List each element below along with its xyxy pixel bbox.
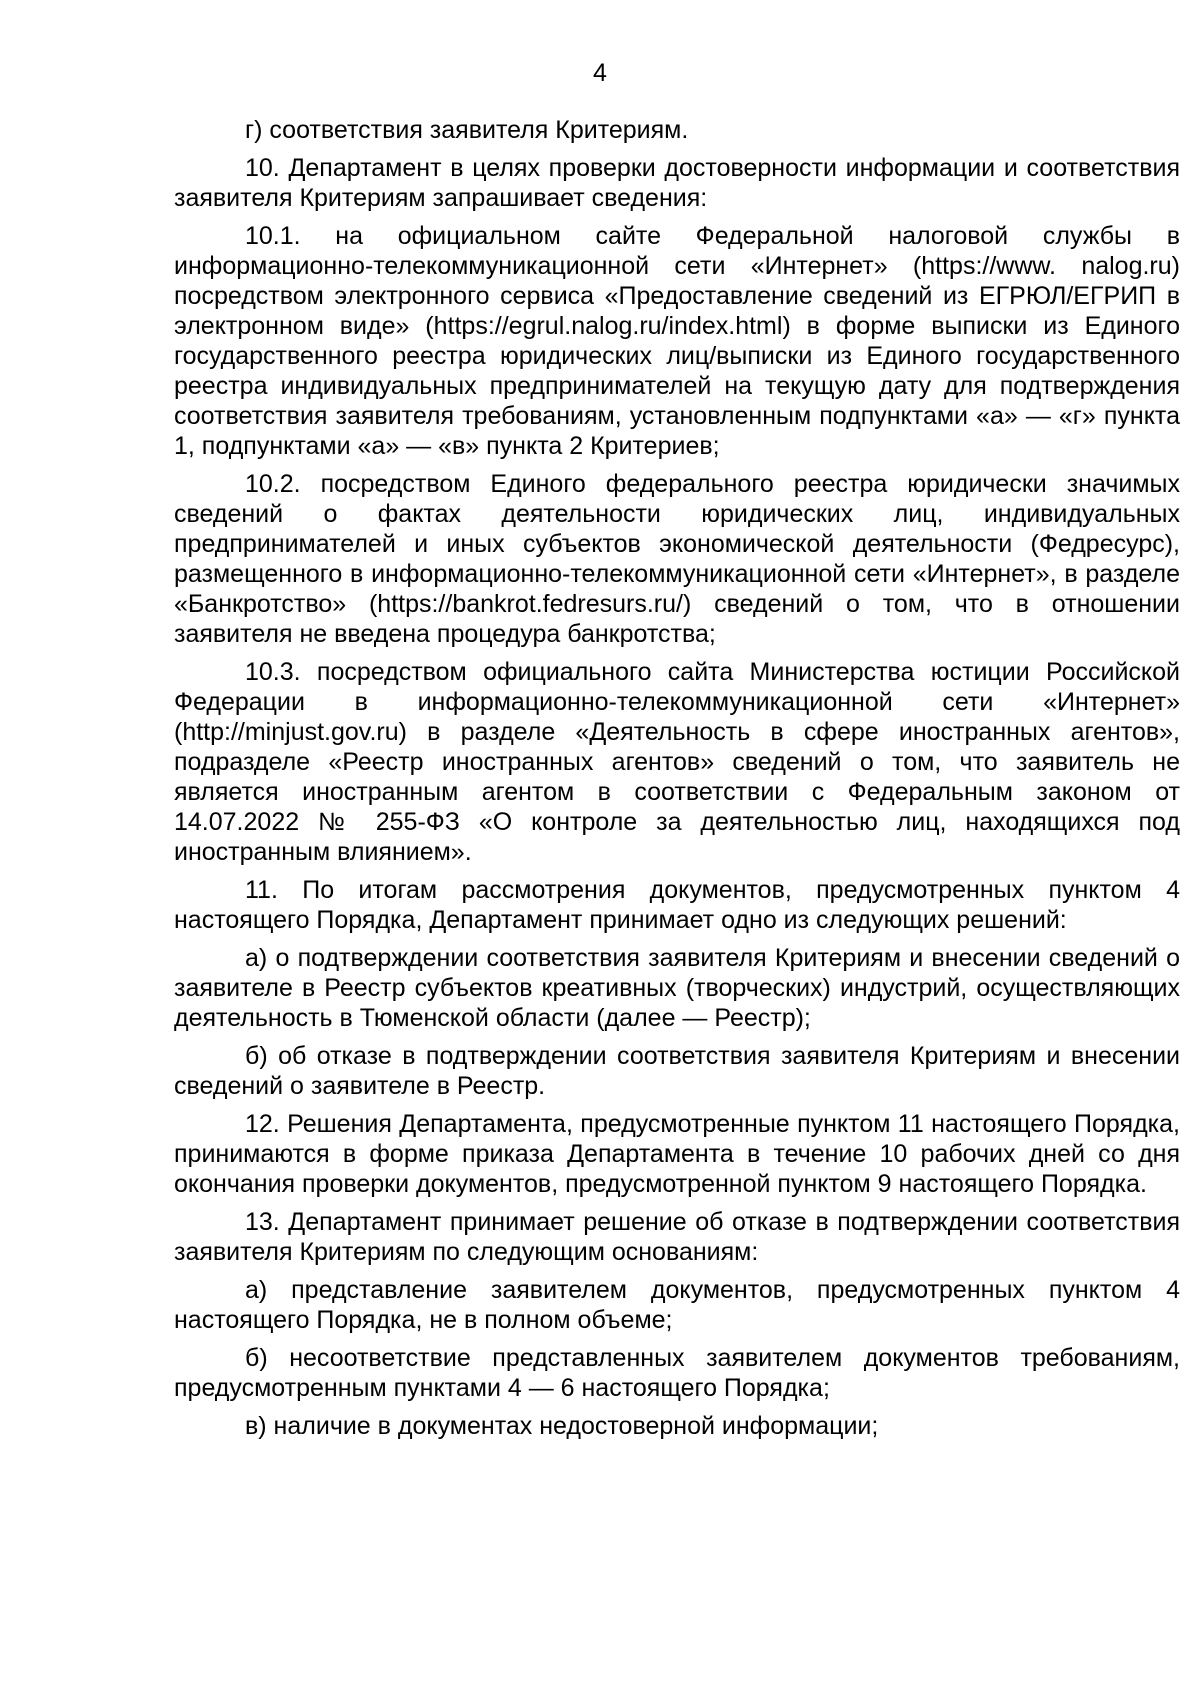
paragraph-10: 10. Департамент в целях проверки достоверности информации и соответствия заявителя Критериям запрашивает сведения: xyxy=(174,154,1180,212)
paragraph-g-criteria: г) соответствия заявителя Критериям. xyxy=(245,116,689,144)
paragraph-10-3: 10.3. посредством официального сайта Министерства юстиции Российской Федерации в информационно-телекоммуникационной сети «Интернет» (http://minjust.gov.ru) в разделе «Деятельность в сфере иностранных агентов», подразделе «Реестр иностранных агентов» сведений о том, что заявитель не является иностранным агентом в соответствии с Федеральным законом от 14.07.2022 № 255-ФЗ «О контроле за деятельностью лиц, находящихся под иностранным влиянием». xyxy=(174,658,1180,866)
paragraph-13-v: в) наличие в документах недостоверной информации; xyxy=(245,1412,879,1440)
document-body xyxy=(174,115,1180,1449)
paragraph-11-a: а) о подтверждении соответствия заявителя Критериям и внесении сведений о заявителе в Реестр субъектов креативных (творческих) индустрий, осуществляющих деятельность в Тюменской области (далее — Реестр); xyxy=(174,944,1180,1032)
paragraph-11-b: б) об отказе в подтверждении соответствия заявителя Критериям и внесении сведений о заявителе в Реестр. xyxy=(174,1042,1180,1100)
paragraph-10-2: 10.2. посредством Единого федерального реестра юридически значимых сведений о фактах деятельности юридических лиц, индивидуальных предпринимателей и иных субъектов экономической деятельности (Федресурс), размещенного в информационно-телекоммуникационной сети «Интернет», в разделе «Банкротство» (https://bankrot.fedresurs.ru/) сведений о том, что в отношении заявителя не введена процедура банкротства; xyxy=(174,470,1180,648)
paragraph-12: 12. Решения Департамента, предусмотренные пунктом 11 настоящего Порядка, принимаются в форме приказа Департамента в течение 10 рабочих дней со дня окончания проверки документов, предусмотренной пунктом 9 настоящего Порядка. xyxy=(174,1110,1180,1198)
page-number: 4 xyxy=(593,59,607,87)
paragraph-11: 11. По итогам рассмотрения документов, предусмотренных пунктом 4 настоящего Порядка, Департамент принимает одно из следующих решений: xyxy=(174,876,1180,934)
paragraph-13-a: а) представление заявителем документов, предусмотренных пунктом 4 настоящего Порядка, не в полном объеме; xyxy=(174,1276,1180,1334)
paragraph-13: 13. Департамент принимает решение об отказе в подтверждении соответствия заявителя Критериям по следующим основаниям: xyxy=(174,1208,1180,1266)
paragraph-13-b: б) несоответствие представленных заявителем документов требованиям, предусмотренным пунктами 4 — 6 настоящего Порядка; xyxy=(174,1344,1180,1402)
paragraph-10-1: 10.1. на официальном сайте Федеральной налоговой службы в информационно-телекоммуникационной сети «Интернет» (https://www. nalog.ru) посредством электронного сервиса «Предоставление сведений из ЕГРЮЛ/ЕГРИП в электронном виде» (https://egrul.nalog.ru/index.html) в форме выписки из Единого государственного реестра юридических лиц/выписки из Единого государственного реестра индивидуальных предпринимателей на текущую дату для подтверждения соответствия заявителя требованиям, установленным подпунктами «а» — «г» пункта 1, подпунктами «а» — «в» пункта 2 Критериев; xyxy=(174,222,1180,460)
